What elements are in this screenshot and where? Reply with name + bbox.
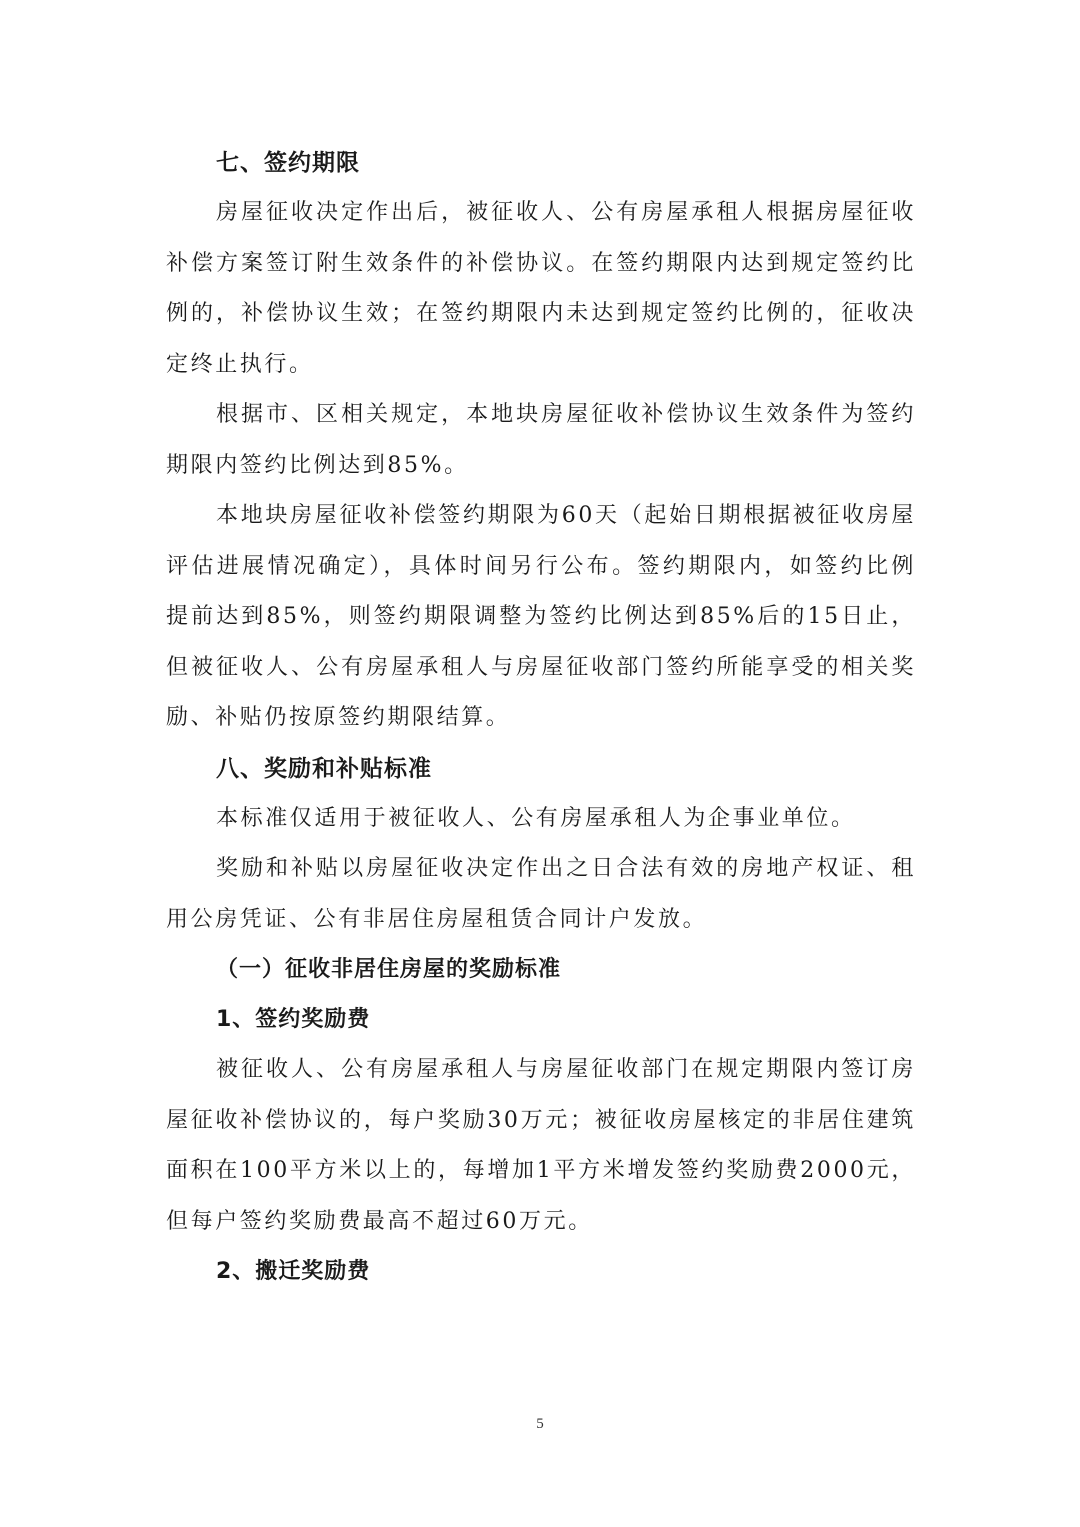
- section-7-heading: 七、签约期限: [216, 150, 360, 176]
- section-8-paragraph-1: 本标准仅适用于被征收人、公有房屋承租人为企事业单位。: [216, 805, 856, 831]
- section-7-paragraph-3: 本地块房屋征收补偿签约期限为60天（起始日期根据被征收房屋评估进展情况确定），具体时间另行公布。签约期限内，如签约比例提前达到85%，则签约期限调整为签约比例达到85%后的15日止，但被征收人、公有房屋承租人与房屋征收部门签约所能享受的相关奖励、补贴仍按原签约期限结算。: [166, 503, 916, 730]
- document-body: [166, 138, 916, 1297]
- item-1-paragraph: 被征收人、公有房屋承租人与房屋征收部门在规定期限内签订房屋征收补偿协议的，每户奖励30万元；被征收房屋核定的非居住建筑面积在100平方米以上的，每增加1平方米增发签约奖励费2000元，但每户签约奖励费最高不超过60万元。: [166, 1057, 916, 1234]
- item-1-heading: 1、签约奖励费: [216, 1007, 371, 1032]
- section-8-paragraph-2: 奖励和补贴以房屋征收决定作出之日合法有效的房地产权证、租用公房凭证、公有非居住房屋租赁合同计户发放。: [166, 856, 916, 932]
- page-number: 5: [536, 1416, 544, 1432]
- item-2-heading: 2、搬迁奖励费: [216, 1259, 371, 1284]
- subsection-1-heading: （一）征收非居住房屋的奖励标准: [216, 957, 562, 982]
- section-7-paragraph-1: 房屋征收决定作出后，被征收人、公有房屋承租人根据房屋征收补偿方案签订附生效条件的补偿协议。在签约期限内达到规定签约比例的，补偿协议生效；在签约期限内未达到规定签约比例的，征收决定终止执行。: [166, 200, 916, 377]
- section-8-heading: 八、奖励和补贴标准: [216, 755, 432, 782]
- section-7-paragraph-2: 根据市、区相关规定，本地块房屋征收补偿协议生效条件为签约期限内签约比例达到85%。: [166, 402, 916, 478]
